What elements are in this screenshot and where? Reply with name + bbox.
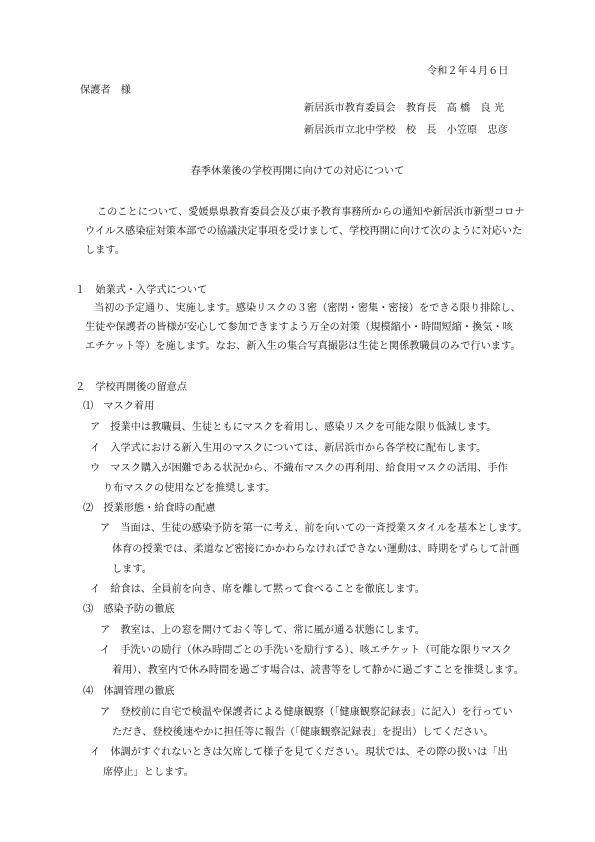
document-date: 令和２年４月６日 [427, 66, 509, 77]
subsection-class-lunch-heading: ⑵ 授業形態・給食時の配慮 [83, 503, 216, 514]
sender-board-of-education: 新居浜市教育委員会 教育長 高 橋 良 光 [304, 103, 505, 114]
list-item: ア 当面は、生徒の感染予防を第一に考え、前を向いての一斉授業スタイルを基本とします。 [100, 523, 528, 534]
section-1-line: エチケット等）を施します。なお、新入生の集合写真撮影は生徒と関係教職員のみで行います。 [85, 341, 521, 352]
intro-line: します。 [85, 245, 125, 256]
list-item-continuation: 席停止」とします。 [103, 767, 194, 778]
subsection-infection-prevention-heading: ⑶ 感染予防の徹底 [83, 604, 175, 615]
list-item-continuation: 着用）、教室内で休み時間を過ごす場合は、読書等をして静かに過ごすことを推奨します。 [112, 665, 524, 676]
list-item: イ 給食は、全員前を向き、席を離して黙って食べることを徹底します。 [90, 584, 425, 595]
list-item-continuation: ただき、登校後速やかに担任等に報告（「健康観察記録表」を提出）してください。 [112, 727, 494, 738]
list-item-continuation: します。 [112, 564, 152, 575]
section-1-line: 当初の予定通り、実施します。感染リスクの３密（密閉・密集・密接）をできる限り排除し、 [94, 303, 521, 314]
list-item: ア 授業中は教職員、生徒ともにマスクを着用し、感染リスクを可能な限り低減します。 [90, 422, 497, 433]
list-item: ウ マスク購入が困難である状況から、不織布マスクの再利用、給食用マスクの活用、手作 [90, 463, 508, 474]
list-item-continuation: り布マスクの使用などを推奨します。 [103, 483, 276, 494]
section-1-heading: １ 始業式・入学式について [75, 285, 208, 296]
intro-line: このことについて、愛媛県県教育委員会及び東予教育事務所からの通知や新居浜市新型コロナ [97, 207, 525, 218]
intro-line: ウイルス感染症対策本部での協議決定事項を受けまして、学校再開に向けて次のように対応いた [85, 226, 523, 237]
subsection-mask-heading: ⑴ マスク着用 [83, 401, 155, 412]
list-item: ア 教室は、上の窓を開けておく等して、常に風が通る状態にします。 [100, 625, 425, 636]
list-item: イ 手洗いの励行（休み時間ごとの手洗いを励行する）、咳エチケット（可能な限りマスク [100, 645, 512, 656]
document-title: 春季休業後の学校再開に向けての対応について [190, 166, 405, 177]
list-item-continuation: 体育の授業では、柔道など密接にかかわらなければできない運動は、時期をずらして計画 [112, 544, 520, 555]
subsection-health-management-heading: ⑷ 体調管理の徹底 [83, 686, 175, 697]
sender-school-principal: 新居浜市立北中学校 校 長 小笠原 忠彦 [304, 125, 508, 136]
recipient-line: 保護者 様 [80, 85, 131, 96]
list-item: イ 体調がすぐれないときは欠席して様子を見てください。現状では、その際の扱いは「出 [90, 747, 508, 758]
list-item: イ 入学式における新入生用のマスクについては、新居浜市から各学校に配布します。 [90, 443, 487, 454]
section-2-heading: ２ 学校再開後の留意点 [75, 382, 188, 393]
list-item: ア 登校前に自宅で検温や保護者による健康観察（「健康観察記録表」に記入）を行ってい [100, 707, 513, 718]
section-1-line: 生徒や保護者の皆様が安心して参加できますよう万全の対策（規模縮小・時間短縮・換気・咳 [85, 322, 513, 333]
